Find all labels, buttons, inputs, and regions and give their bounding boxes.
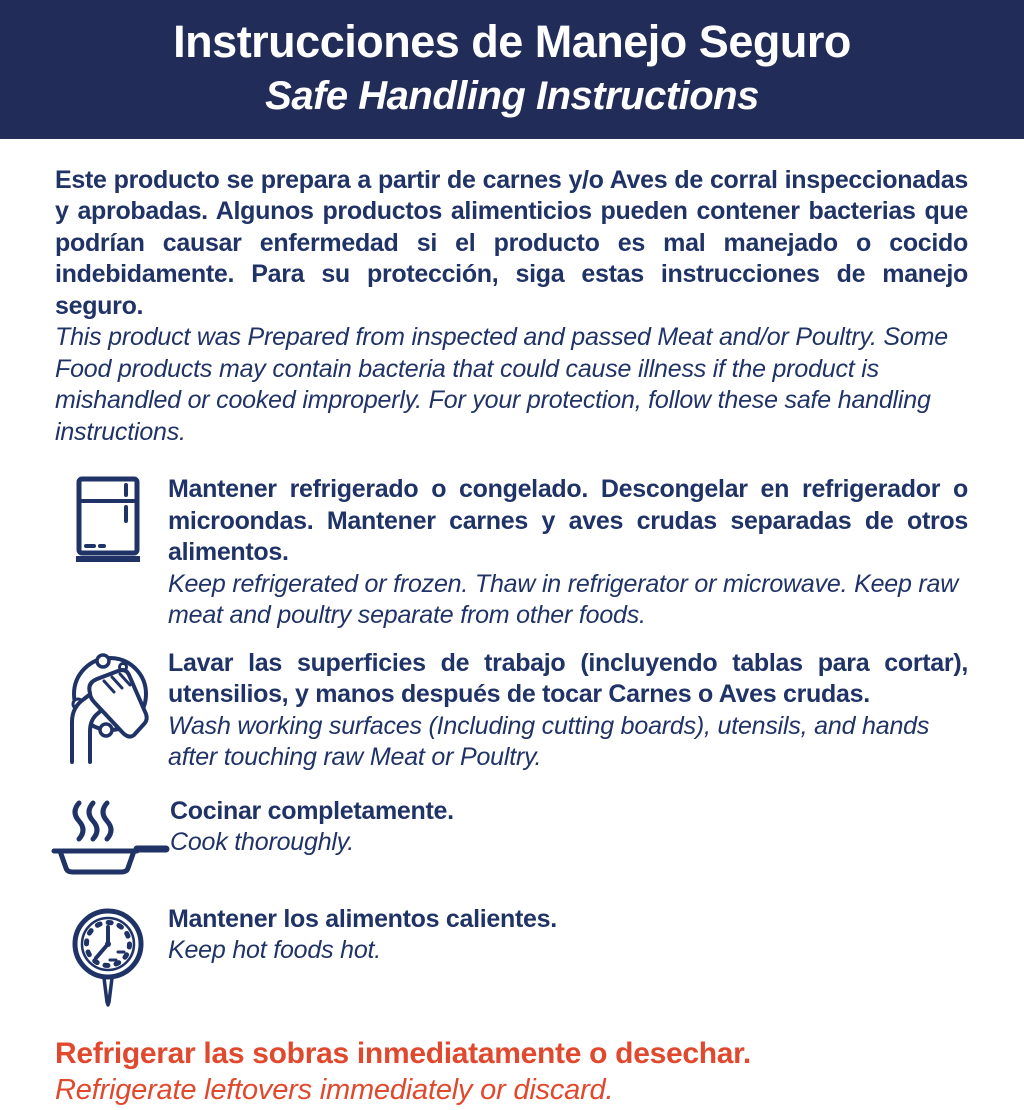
refrigerator-icon [48,474,168,568]
instruction-row-keep-hot [48,904,968,1008]
instruction-spanish: Cocinar completamente. [170,796,454,825]
page-title-english: Safe Handling Instructions [265,73,759,118]
instruction-row-refrigerate [48,474,968,632]
footer-text-english: Refrigerate leftovers immediately or discard. [55,1074,614,1107]
instruction-english: Wash working surfaces (Including cutting boards), utensils, and hands after touching raw Meat or Poultry. [168,711,930,772]
instruction-spanish: Mantener los alimentos calientes. [168,904,557,933]
instruction-row-wash [48,648,968,774]
instruction-spanish: Mantener refrigerado o congelado. Descongelar en refrigerador o microondas. Mantener carnes y aves crudas separadas de otros alimentos. [168,475,968,567]
meat-thermometer-icon [48,904,168,1008]
instruction-text-wash [168,648,968,774]
intro-section [55,165,968,449]
instruction-text-refrigerate [168,474,968,632]
header-banner [0,0,1024,139]
intro-text-spanish: Este producto se prepara a partir de carnes y/o Aves de corral inspeccionadas y aprobadas. Algunos productos alimenticios pueden contener bacterias que podrían causar enfermedad si el producto es mal manejado o cocido indebidamente. Para su protección, siga estas instrucciones de manejo seguro. [55,165,968,320]
intro-text-english: This product was Prepared from inspected and passed Meat and/or Poultry. Some Food products may contain bacteria that could cause illness if the product is mishandled or cooked improperly. For your protection, follow these safe handling instructions. [55,323,948,446]
instruction-english: Cook thoroughly. [170,828,354,857]
instruction-english: Keep hot foods hot. [168,936,382,965]
hand-washing-icon [48,648,168,764]
instruction-english: Keep refrigerated or frozen. Thaw in refrigerator or microwave. Keep raw meat and poultry separate from other foods. [168,569,959,630]
page-title-spanish: Instrucciones de Manejo Seguro [173,16,851,67]
footer-text-spanish: Refrigerar las sobras inmediatamente o desechar. [55,1036,751,1070]
instruction-text-keep-hot [168,904,968,967]
instruction-spanish: Lavar las superficies de trabajo (incluyendo tablas para cortar), utensilios, y manos después de tocar Carnes o Aves crudas. [168,648,968,709]
instruction-row-cook [48,796,968,878]
frying-pan-steam-icon [48,796,170,878]
instruction-text-cook [170,796,968,859]
footer-warning [55,1036,968,1110]
